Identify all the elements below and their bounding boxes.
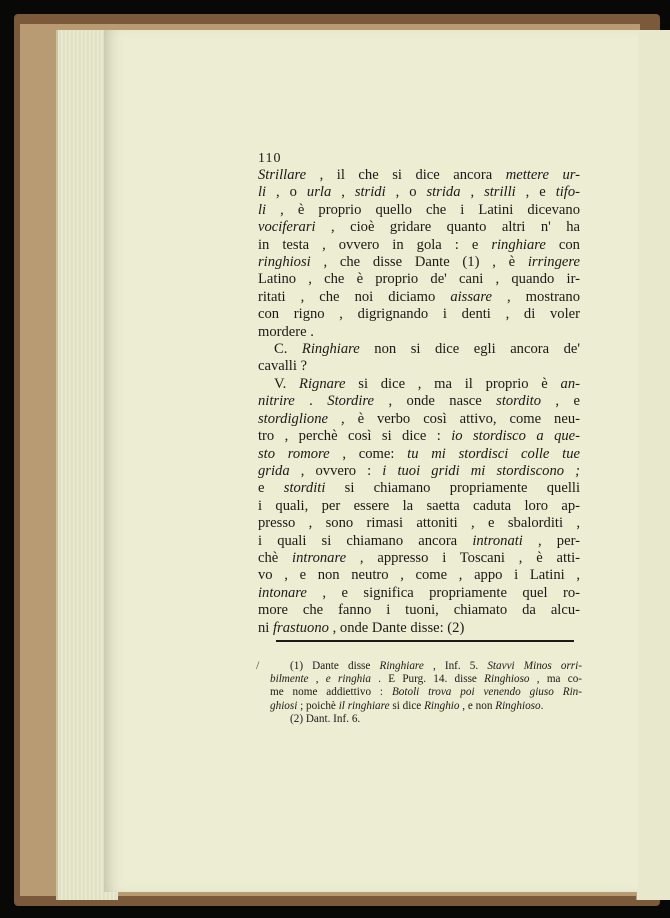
text-run: con (545, 236, 580, 253)
footnote-line (270, 713, 582, 726)
text-run: (1) Dante disse (290, 660, 380, 672)
paragraph-strillare (258, 167, 580, 341)
italic-run: Stavvi Minos orri- (487, 660, 582, 672)
text-line (258, 428, 580, 445)
text-run: , onde nasce (374, 393, 497, 410)
text-run: , appresso i Toscani , è atti- (346, 549, 580, 566)
text-run: , Inf. 5. (423, 660, 488, 672)
text-line (258, 289, 580, 306)
italic-run: intronare (292, 549, 347, 566)
text-run: si dice (389, 699, 425, 712)
margin-mark: / (256, 658, 260, 672)
text-run: . (294, 393, 328, 410)
text-line (258, 515, 580, 532)
text-line (258, 602, 580, 619)
text-run: (2) Dant. Inf. 6. (290, 712, 361, 725)
text-line (258, 550, 580, 567)
text-run: mordere . (258, 323, 314, 340)
italic-run: Rignare (299, 375, 346, 392)
text-line (258, 376, 580, 393)
italic-run: grida (258, 462, 290, 479)
text-run: con rigno , digrignando i denti , di voler (258, 306, 580, 323)
italic-run: aissare (450, 288, 492, 305)
text-line (258, 306, 580, 323)
italic-run: li (258, 201, 267, 218)
text-run: si chiamano propriamente quelli (325, 480, 580, 497)
text-line (258, 324, 580, 341)
text-line (258, 446, 580, 463)
text-run: , onde Dante disse: (2) (328, 619, 465, 636)
text-run: , e non (459, 699, 496, 712)
text-line (258, 184, 580, 201)
main-text (258, 150, 580, 637)
text-line (258, 237, 580, 254)
text-run: vo , e non neutro , come , appo i Latini , (258, 567, 580, 584)
text-run: , è proprio quello che i Latini dicevano (266, 201, 580, 218)
italic-run: intronati (472, 532, 523, 549)
text-line (258, 167, 580, 184)
italic-run: intonare (258, 584, 307, 601)
italic-run: Botoli trova poi venendo giuso Rin- (391, 686, 582, 699)
text-run: , e significa propriamente quel ro- (306, 584, 580, 601)
text-run: . E Purg. 14. disse (370, 673, 485, 686)
italic-run: bilmente , e ringhia (270, 673, 371, 686)
text-run: si dice , ma il proprio è (345, 375, 561, 392)
italic-run: irringere (527, 254, 580, 271)
footnote-line (270, 660, 582, 673)
text-run: C. (274, 341, 302, 358)
text-run: ; poichè (297, 699, 339, 712)
footnote-line (270, 700, 582, 713)
text-run: , mostrano (491, 288, 580, 305)
italic-run: Stordire (327, 393, 375, 410)
text-line (258, 254, 580, 271)
text-run: e (258, 480, 284, 497)
text-run: , ovvero : (289, 462, 383, 479)
italic-run: stordito (496, 393, 542, 410)
italic-run: strilli (484, 184, 516, 201)
text-run: more che fanno i tuoni, chiamato da alcu- (258, 602, 580, 619)
text-run: non si dice egli ancora de' (359, 341, 581, 358)
italic-run: Ringhiare (379, 660, 424, 672)
text-run: in testa , ovvero in gola : e (258, 236, 492, 253)
text-run: chè (258, 549, 293, 566)
text-line (258, 533, 580, 550)
italic-run: nitrire (258, 393, 295, 410)
text-run: , come: (329, 445, 408, 462)
paragraph-rignare (258, 376, 580, 637)
italic-run: vociferari (258, 219, 316, 236)
text-line (258, 271, 580, 288)
text-line (258, 358, 580, 375)
text-run: V. (274, 375, 300, 392)
text-run: tro , perchè così si dice : (258, 428, 452, 445)
text-run: presso , sono rimasi attoniti , e sbalorditi , (258, 515, 580, 532)
italic-run: stordiglione (258, 410, 328, 427)
text-run: ritati , che noi diciamo (258, 288, 451, 305)
text-line (258, 202, 580, 219)
text-run: , o (385, 184, 427, 201)
italic-run: Ringhioso (484, 673, 530, 686)
italic-run: an- (560, 375, 580, 392)
text-run: , è verbo così attivo, come neu- (328, 410, 580, 427)
italic-run: ringhiare (491, 236, 546, 253)
text-run: Latino , che è proprio de' cani , quando ir- (258, 271, 580, 288)
italic-run: il ringhiare (338, 699, 390, 712)
footnote-divider (276, 640, 574, 642)
text-run: me nome addiettivo : (270, 686, 392, 699)
text-line (258, 585, 580, 602)
text-run: i quali, per essere la saetta caduta loro ap- (258, 497, 580, 514)
text-run: ni (258, 619, 273, 636)
text-run: , cioè gridare quanto altri n' ha (315, 219, 580, 236)
text-line (258, 567, 580, 584)
italic-run: ghiosi (270, 699, 298, 712)
italic-run: storditi (283, 480, 326, 497)
text-run: , o (266, 184, 307, 201)
italic-run: frastuono (273, 619, 329, 636)
text-run: , e (541, 393, 580, 410)
italic-run: urla (306, 184, 332, 201)
text-line (258, 498, 580, 515)
text-run: . (540, 699, 544, 712)
italic-run: strida (426, 184, 461, 201)
text-run: i quali si chiamano ancora (258, 532, 473, 549)
italic-run: Strillare (258, 167, 307, 183)
italic-run: i tuoi gridi mi stordiscono ; (382, 462, 580, 479)
italic-run: sto romore (258, 445, 330, 462)
italic-run: tu mi stordisci colle tue (407, 445, 580, 462)
italic-run: Ringhio (424, 699, 460, 712)
italic-run: Ringhiare (301, 341, 360, 358)
text-run: , (460, 184, 485, 201)
footnotes (270, 660, 582, 726)
text-line (258, 463, 580, 480)
footnote-line (270, 686, 582, 699)
text-line (258, 411, 580, 428)
text-line (258, 620, 580, 637)
italic-run: stridi (354, 184, 386, 201)
text-run: , il che si dice ancora (306, 167, 506, 183)
paragraph-ringhiare-question (258, 341, 580, 376)
right-page-edge (636, 30, 670, 900)
italic-run: tifo- (555, 184, 581, 201)
text-line (258, 341, 580, 358)
text-run: , per- (522, 532, 580, 549)
text-run: , (331, 184, 355, 201)
italic-run: li (258, 184, 267, 201)
italic-run: Ringhioso (495, 699, 541, 712)
text-line (258, 393, 580, 410)
text-run: , ma co- (529, 673, 583, 686)
italic-run: mettere ur- (505, 167, 580, 183)
italic-run: io stordisco a que- (451, 428, 580, 445)
text-run: cavalli ? (258, 358, 308, 375)
page-number: 110 (258, 151, 282, 166)
text-run: , e (515, 184, 556, 201)
text-run: , che disse Dante (1) , è (310, 254, 528, 271)
text-line (258, 219, 580, 236)
footnote-line (270, 673, 582, 686)
italic-run: ringhiosi (258, 254, 311, 271)
text-line (258, 480, 580, 497)
